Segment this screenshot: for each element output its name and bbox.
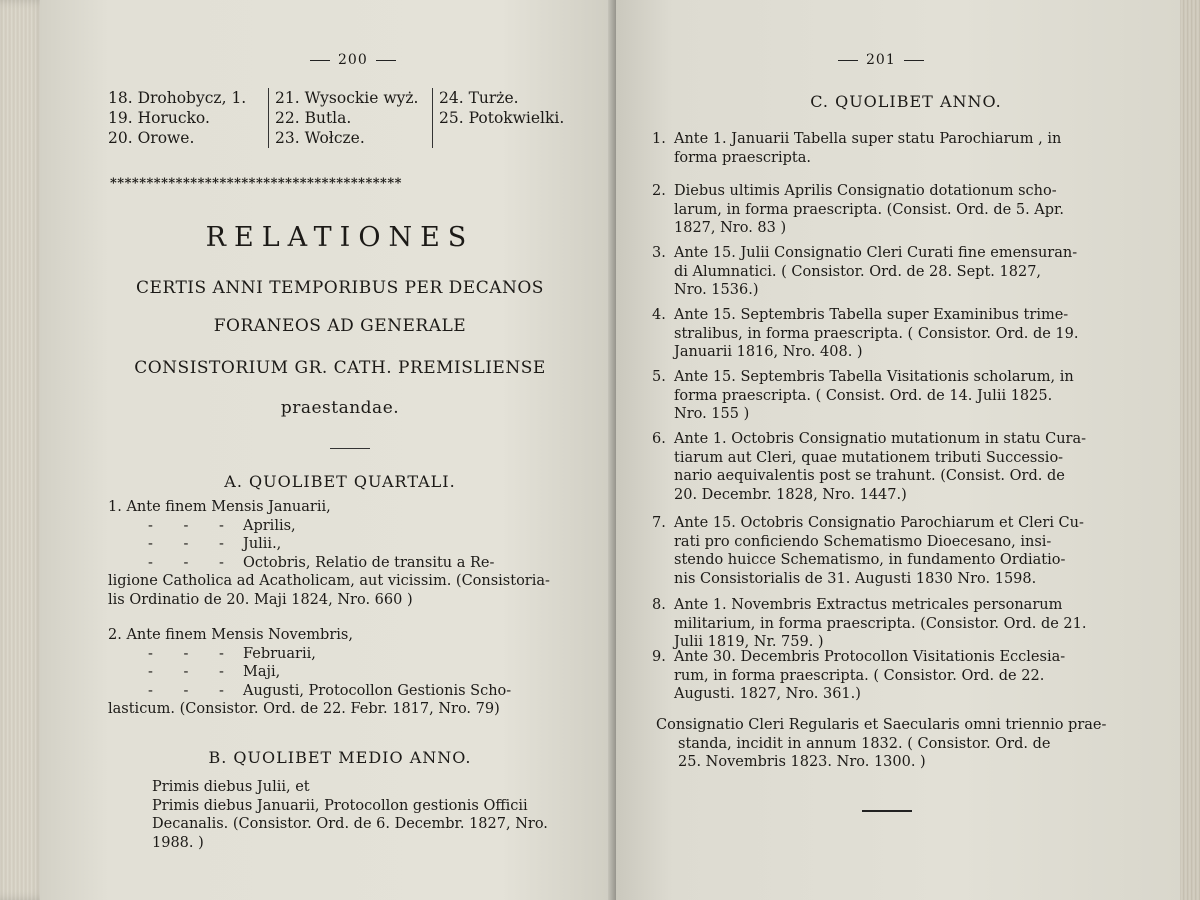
parish-entry: 18. Drohobycz, 1. [108,89,247,107]
text-line: 1. Ante finem Mensis Januarii, [108,499,331,515]
parish-column-2 [268,88,437,148]
parish-entry: 20. Orowe. [108,129,195,147]
section-c-item [652,430,1122,504]
star-separator: **************************************** [110,176,402,191]
text-line: Octobris, Relatio de transitu a Re- [243,554,495,571]
text-line: stendo huicce Schematismo, in fundamento Ordiatio- [674,552,1066,568]
text-line: Ante 15. Octobris Consignatio Parochiarum et Cleri Cu- [674,515,1084,531]
text-line: forma praescripta. ( Consist. Ord. de 14. Julii 1825. [674,387,1053,404]
text-line: Julii., [243,536,282,552]
text-line: ligione Catholica ad Acatholicam, aut vicissim. (Consistoria- [108,573,550,589]
item-number: 9. [652,649,666,665]
section-a-item-1 [108,498,588,609]
text-line: Nro. 1536.) [674,282,759,298]
page-number-left: 200 [302,52,404,68]
text-line: Primis diebus Julii, et [152,779,310,795]
ditto-marks: - - - [148,554,224,571]
parish-entry: 21. Wysockie wyż. [275,89,419,107]
text-line: tiarum aut Cleri, quae mutationem tributi Successio- [674,449,1064,466]
section-title: RELATIONES [205,222,475,253]
text-line: forma praescripta. [674,149,811,166]
final-note [656,716,1126,772]
section-a-item-2 [108,626,588,719]
text-line: 1988. ) [152,834,204,851]
parish-entry: 24. Turże. [439,89,519,107]
text-line: Ante 1. Octobris Consignatio mutationum in statu Cura- [674,431,1087,447]
text-line: Ante 15. Septembris Tabella Visitationis scholarum, in [674,369,1074,385]
text-line: Augusti. 1827, Nro. 361.) [674,686,861,702]
section-c-item [652,130,1122,167]
text-line: lasticum. (Consistor. Ord. de 22. Febr. 1817, Nro. 79) [108,701,500,717]
text-line: 2. Ante finem Mensis Novembris, [108,627,353,643]
item-number: 8. [652,597,666,613]
text-line: Consignatio Cleri Regularis et Saecularis omni triennio prae- [656,717,1107,733]
text-line: Februarii, [243,645,316,662]
item-number: 2. [652,183,666,199]
section-c-item [652,648,1122,704]
section-c-item [652,244,1122,300]
section-a-heading: A. QUOLIBET QUARTALI. [224,472,456,491]
short-rule [330,448,370,449]
section-c-item [652,514,1122,588]
text-line: Ante 1. Januarii Tabella super statu Parochiarum , in [674,131,1062,147]
text-line: 20. Decembr. 1828, Nro. 1447.) [674,486,907,503]
item-number: 1. [652,131,666,147]
parish-column-1 [108,88,268,148]
parish-column-3 [432,88,579,148]
text-line: di Alumnatici. ( Consistor. Ord. de 28. Sept. 1827, [674,263,1042,280]
ditto-marks: - - - [148,517,224,534]
section-b-text [152,778,592,852]
text-line: Maji, [243,664,281,680]
section-c-item [652,368,1122,424]
text-line: Julii 1819, Nr. 759. ) [674,634,824,650]
text-line: Primis diebus Januarii, Protocollon gestionis Officii [152,797,528,814]
subtitle-line: FORANEOS AD GENERALE [213,316,467,336]
section-c-heading: C. QUOLIBET ANNO. [810,92,1002,111]
ditto-marks: - - - [148,682,224,699]
subtitle-line: CERTIS ANNI TEMPORIBUS PER DECANOS [136,278,544,298]
ditto-marks: - - - [148,664,224,680]
text-line: Ante 15. Julii Consignatio Cleri Curati fine emensuran- [674,245,1078,261]
text-line: Augusti, Protocollon Gestionis Scho- [243,682,512,699]
text-line: rum, in forma praescripta. ( Consistor. Ord. de 22. [674,667,1045,684]
item-number: 6. [652,431,666,447]
text-line: Aprilis, [243,517,296,534]
text-line: Januarii 1816, Nro. 408. ) [674,344,863,360]
section-c-item [652,306,1122,362]
parish-entry: 22. Butla. [275,109,352,127]
text-line: 25. Novembris 1823. Nro. 1300. ) [678,754,926,770]
text-line: Decanalis. (Consistor. Ord. de 6. Decembr. 1827, Nro. [152,816,548,832]
parish-entry: 23. Wołcze. [275,129,365,147]
item-number: 7. [652,515,666,531]
right-page [616,0,1182,900]
text-line: Ante 30. Decembris Protocollon Visitationis Ecclesia- [674,649,1066,665]
text-line: Nro. 155 ) [674,406,750,422]
text-line: militarium, in forma praescripta. (Consistor. Ord. de 21. [674,615,1087,632]
page-number-right: 201 [830,52,932,68]
text-line: 1827, Nro. 83 ) [674,220,787,236]
subtitle-line: praestandae. [280,398,400,418]
text-line: Diebus ultimis Aprilis Consignatio dotationum scho- [674,183,1057,199]
end-rule [862,810,912,812]
text-line: lis Ordinatio de 20. Maji 1824, Nro. 660 ) [108,591,413,608]
item-number: 3. [652,245,666,261]
parish-entry: 19. Horucko. [108,109,210,127]
text-line: larum, in forma praescripta. (Consist. Ord. de 5. Apr. [674,201,1064,218]
item-number: 5. [652,369,666,385]
item-number: 4. [652,307,666,323]
parish-entry: 25. Potokwielki. [439,109,565,127]
left-page [40,0,616,900]
ditto-marks: - - - [148,536,224,552]
ditto-marks: - - - [148,645,224,662]
text-line: nis Consistorialis de 31. Augusti 1830 Nro. 1598. [674,570,1037,587]
text-line: rati pro conficiendo Schematismo Dioecesano, insi- [674,533,1052,550]
text-line: Ante 1. Novembris Extractus metricales personarum [674,597,1063,613]
subtitle-line: CONSISTORIUM GR. CATH. PREMISLIENSE [134,358,546,378]
section-c-item [652,182,1122,238]
book-page-edges-right [1180,0,1200,900]
section-b-heading: B. QUOLIBET MEDIO ANNO. [208,748,472,767]
text-line: standa, incidit in annum 1832. ( Consistor. Ord. de [678,735,1051,752]
text-line: stralibus, in forma praescripta. ( Consistor. Ord. de 19. [674,325,1079,342]
text-line: Ante 15. Septembris Tabella super Examinibus trime- [674,307,1069,323]
text-line: nario aequivalentis post se trahunt. (Consist. Ord. de [674,468,1065,484]
section-c-item [652,596,1122,652]
